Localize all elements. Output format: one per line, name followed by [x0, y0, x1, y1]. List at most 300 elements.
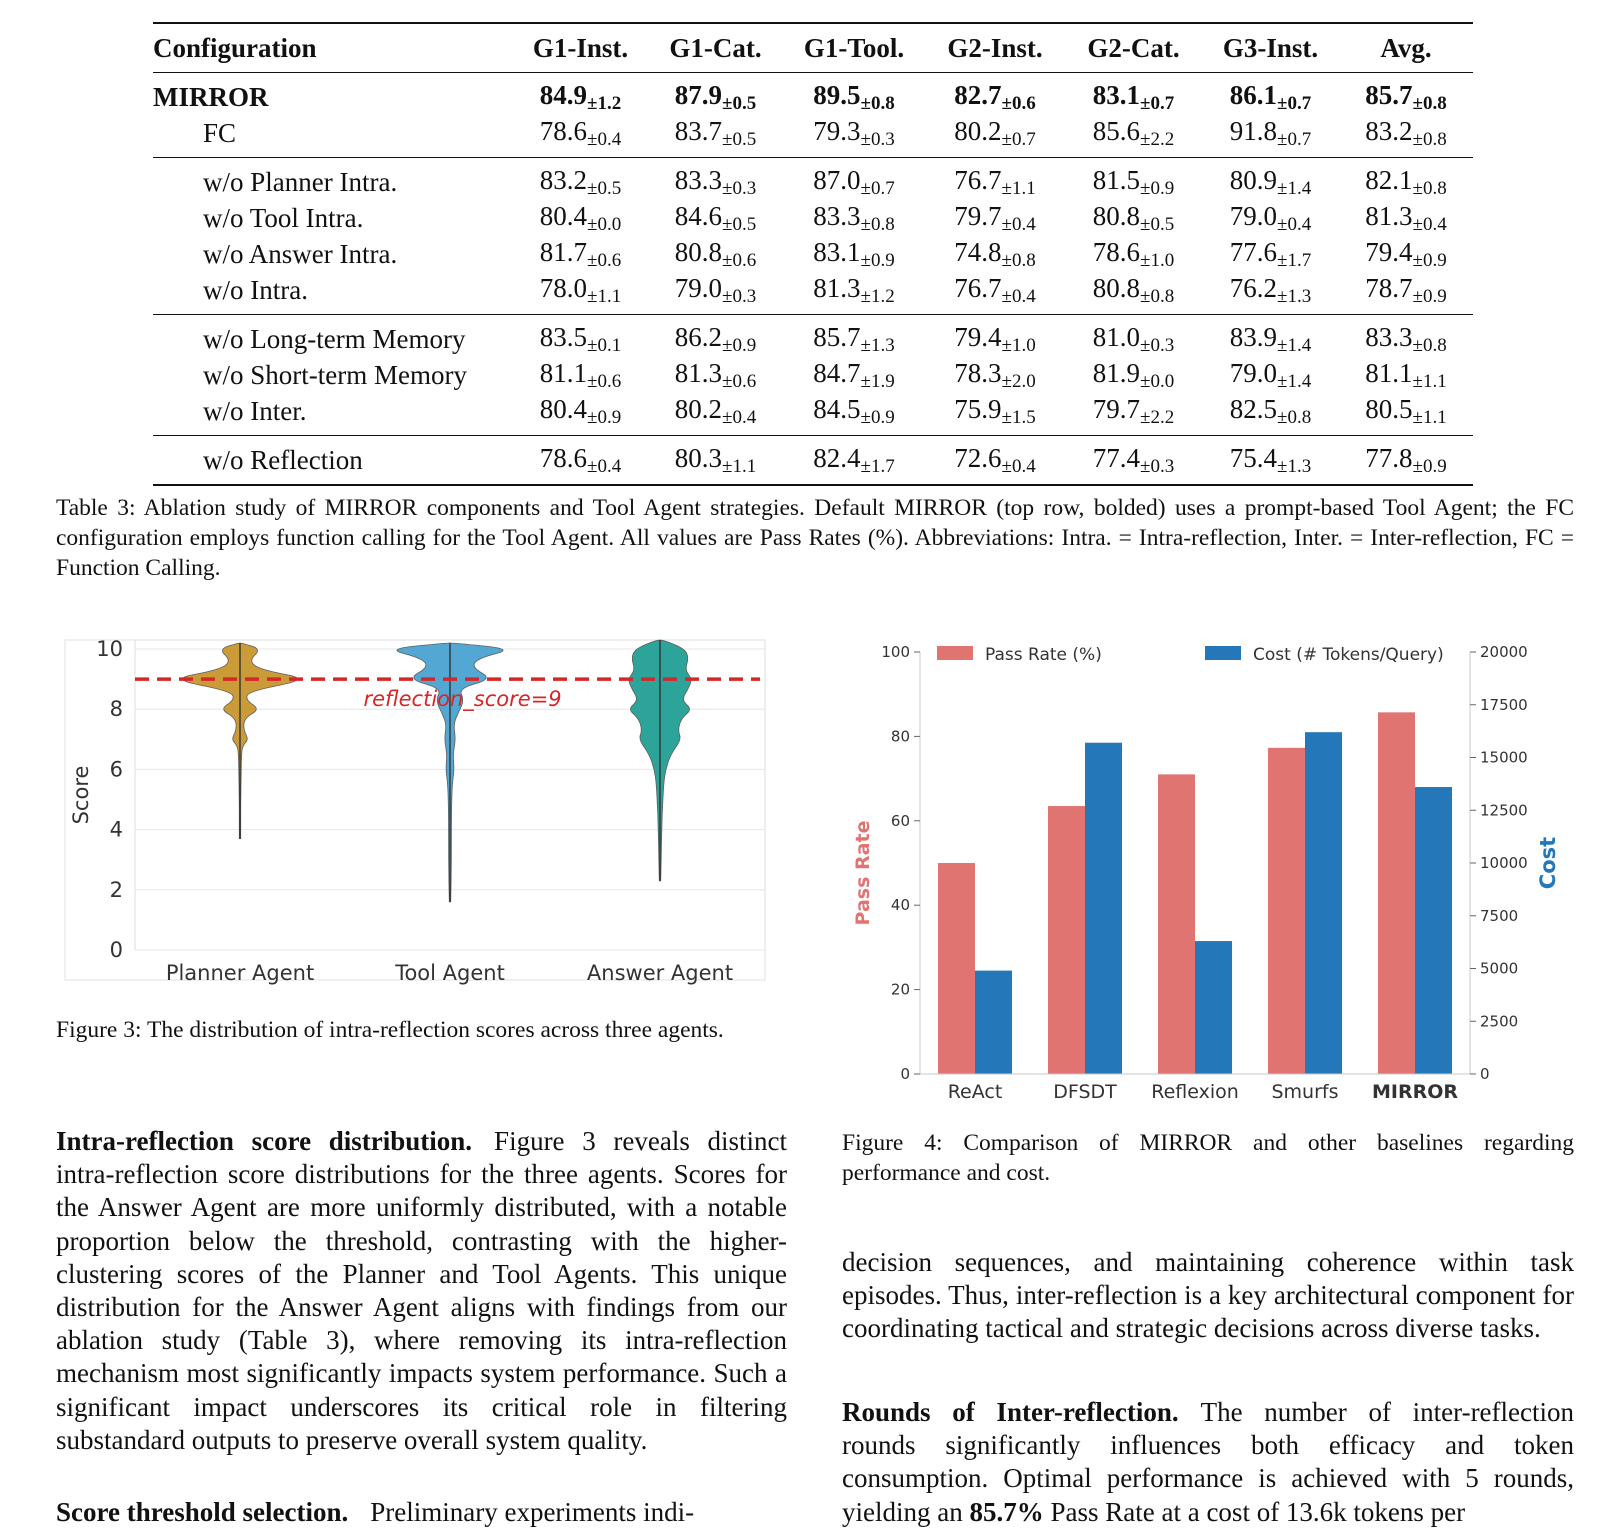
std-dev-value: ±0.5	[722, 93, 757, 114]
std-dev-value: ±0.5	[1140, 214, 1175, 235]
std-dev-value: ±0.4	[587, 129, 622, 150]
table-row	[153, 158, 1473, 201]
legend-label-pass-rate: Pass Rate (%)	[985, 645, 1102, 665]
std-dev-value: ±1.4	[1277, 178, 1312, 199]
pass-rate-cell	[925, 158, 1065, 201]
pass-rate-cell	[925, 315, 1065, 358]
pass-rate-cell	[1202, 436, 1339, 486]
table-row	[153, 315, 1473, 358]
pass-rate-bar	[1158, 774, 1195, 1074]
pass-rate-value: 80.8	[1092, 273, 1141, 303]
configuration-name: w/o Answer Intra.	[203, 238, 398, 269]
pass-rate-value: 83.9	[1229, 322, 1278, 352]
pass-rate-value: 87.9	[674, 80, 723, 110]
pass-rate-cell	[1202, 357, 1339, 393]
pass-rate-cell	[925, 272, 1065, 315]
pass-rate-cell	[1065, 158, 1202, 201]
pass-rate-cell	[1202, 393, 1339, 436]
x-tick-label: ReAct	[947, 1081, 1003, 1103]
pass-rate-cell	[1202, 272, 1339, 315]
paragraph-heading: Score threshold selection.	[56, 1497, 349, 1527]
std-dev-value: ±0.5	[722, 214, 757, 235]
std-dev-value: ±1.2	[860, 286, 895, 307]
pass-rate-cell	[783, 158, 925, 201]
pass-rate-value: 80.3	[674, 443, 723, 473]
std-dev-value: ±0.9	[1140, 178, 1175, 199]
pass-rate-cell	[648, 315, 783, 358]
paragraph-rounds-inter-reflection	[842, 1396, 1574, 1529]
pass-rate-value: 82.1	[1365, 165, 1413, 195]
pass-rate-value: 81.3	[813, 273, 861, 303]
std-dev-value: ±1.4	[1277, 371, 1312, 392]
baseline-comparison-bar-chart	[850, 630, 1570, 1110]
x-tick-label: Reflexion	[1151, 1081, 1239, 1103]
x-tick-label: Planner Agent	[165, 961, 315, 985]
x-tick-label: Smurfs	[1271, 1081, 1339, 1103]
right-tick-label: 20000	[1480, 643, 1528, 661]
y-tick-label: 4	[109, 817, 123, 842]
configuration-name: w/o Reflection	[203, 444, 363, 475]
std-dev-value: ±1.0	[1001, 335, 1036, 356]
configuration-name: w/o Inter.	[203, 395, 307, 426]
std-dev-value: ±0.6	[722, 371, 757, 392]
std-dev-value: ±0.8	[1412, 335, 1447, 356]
std-dev-value: ±1.1	[722, 456, 757, 477]
pass-rate-value: 75.4	[1229, 443, 1278, 473]
std-dev-value: ±0.8	[1277, 407, 1312, 428]
pass-rate-value: 89.5	[813, 80, 861, 110]
pass-rate-value: 85.7	[1365, 80, 1413, 110]
std-dev-value: ±0.4	[1001, 456, 1036, 477]
pass-rate-cell	[648, 393, 783, 436]
std-dev-value: ±0.9	[1412, 286, 1447, 307]
paragraph-body: Pass Rate at a cost of 13.6k tokens per	[1043, 1496, 1466, 1527]
pass-rate-value: 82.7	[954, 80, 1002, 110]
pass-rate-value: 80.2	[674, 394, 723, 424]
paragraph-body: decision sequences, and maintaining coherence within task episodes. Thus, inter-reflection is a key architectural component for coordinating tactical and strategic decisions across diverse tasks.	[842, 1247, 1574, 1344]
std-dev-value: ±1.7	[860, 456, 895, 477]
pass-rate-cell	[1202, 158, 1339, 201]
pass-rate-value: 80.9	[1229, 165, 1278, 195]
pass-rate-cell	[1202, 315, 1339, 358]
std-dev-value: ±0.7	[1277, 93, 1312, 114]
std-dev-value: ±0.8	[1412, 178, 1447, 199]
std-dev-value: ±1.7	[1277, 250, 1312, 271]
paragraph-strong-value: 85.7%	[969, 1496, 1044, 1527]
pass-rate-value: 78.7	[1365, 273, 1413, 303]
std-dev-value: ±0.7	[1277, 129, 1312, 150]
pass-rate-value: 72.6	[954, 443, 1002, 473]
pass-rate-cell	[513, 200, 648, 236]
std-dev-value: ±0.0	[587, 214, 622, 235]
pass-rate-cell	[1339, 115, 1473, 158]
pass-rate-value: 77.6	[1229, 237, 1278, 267]
table-row-group	[153, 73, 1473, 158]
y-tick-label: 8	[109, 697, 123, 722]
pass-rate-value: 85.7	[813, 322, 861, 352]
pass-rate-value: 83.1	[813, 237, 861, 267]
pass-rate-value: 82.4	[813, 443, 861, 473]
std-dev-value: ±1.2	[587, 93, 622, 114]
pass-rate-value: 86.1	[1229, 80, 1278, 110]
pass-rate-cell	[513, 158, 648, 201]
pass-rate-cell	[648, 272, 783, 315]
pass-rate-cell	[783, 357, 925, 393]
table-row	[153, 236, 1473, 272]
pass-rate-value: 78.0	[539, 273, 588, 303]
pass-rate-value: 81.7	[539, 237, 588, 267]
pass-rate-cell	[1065, 236, 1202, 272]
pass-rate-value: 83.2	[1365, 116, 1413, 146]
std-dev-value: ±1.9	[860, 371, 895, 392]
pass-rate-cell	[925, 115, 1065, 158]
pass-rate-value: 83.3	[674, 165, 723, 195]
pass-rate-value: 81.1	[539, 358, 588, 388]
cost-bar	[1415, 787, 1452, 1074]
score-violin-chart	[60, 630, 780, 1000]
column-header: G1-Tool.	[803, 32, 905, 63]
pass-rate-value: 81.3	[1365, 201, 1413, 231]
pass-rate-value: 83.3	[1365, 322, 1413, 352]
std-dev-value: ±0.8	[860, 214, 895, 235]
table-row-group	[153, 158, 1473, 315]
column-header: G2-Cat.	[1087, 32, 1180, 63]
pass-rate-value: 80.4	[539, 394, 588, 424]
left-tick-label: 0	[900, 1065, 910, 1083]
pass-rate-value: 79.0	[674, 273, 723, 303]
pass-rate-value: 78.3	[954, 358, 1002, 388]
pass-rate-value: 78.6	[539, 443, 588, 473]
pass-rate-value: 81.3	[674, 358, 723, 388]
pass-rate-cell	[513, 73, 648, 116]
std-dev-value: ±0.5	[587, 178, 622, 199]
figure3-caption: Figure 3: The distribution of intra-reflection scores across three agents.	[56, 1017, 724, 1043]
pass-rate-value: 80.4	[539, 201, 588, 231]
y-tick-label: 10	[96, 637, 123, 662]
std-dev-value: ±0.4	[1001, 286, 1036, 307]
pass-rate-cell	[1065, 315, 1202, 358]
pass-rate-cell	[1065, 115, 1202, 158]
std-dev-value: ±0.6	[722, 250, 757, 271]
pass-rate-cell	[648, 73, 783, 116]
pass-rate-cell	[513, 315, 648, 358]
pass-rate-cell	[1202, 236, 1339, 272]
left-tick-label: 80	[890, 727, 910, 746]
configuration-name: w/o Long-term Memory	[203, 323, 466, 354]
ablation-table	[153, 22, 1473, 486]
std-dev-value: ±0.4	[1277, 214, 1312, 235]
column-header: G2-Inst.	[947, 32, 1043, 63]
pass-rate-value: 83.5	[539, 322, 588, 352]
pass-rate-value: 74.8	[954, 237, 1002, 267]
paragraph-continued	[842, 1246, 1574, 1346]
pass-rate-value: 76.2	[1229, 273, 1278, 303]
pass-rate-value: 84.6	[674, 201, 723, 231]
table-row-group	[153, 315, 1473, 436]
paragraph-heading: Intra-reflection score distribution.	[56, 1126, 473, 1156]
table-header-row	[153, 23, 1473, 73]
pass-rate-cell	[783, 236, 925, 272]
std-dev-value: ±0.4	[722, 407, 757, 428]
pass-rate-bar	[938, 863, 975, 1074]
pass-rate-value: 75.9	[954, 394, 1002, 424]
std-dev-value: ±0.7	[1001, 129, 1036, 150]
pass-rate-bar	[1268, 748, 1305, 1074]
pass-rate-cell	[1065, 73, 1202, 116]
std-dev-value: ±0.9	[860, 407, 895, 428]
pass-rate-cell	[648, 436, 783, 486]
pass-rate-value: 76.7	[954, 273, 1002, 303]
table-row-group	[153, 436, 1473, 486]
pass-rate-cell	[925, 436, 1065, 486]
configuration-name: w/o Planner Intra.	[203, 166, 398, 197]
std-dev-value: ±0.6	[587, 371, 622, 392]
pass-rate-cell	[783, 73, 925, 116]
cost-bar	[1085, 743, 1122, 1074]
table-row	[153, 357, 1473, 393]
std-dev-value: ±0.9	[587, 407, 622, 428]
pass-rate-value: 83.7	[674, 116, 723, 146]
configuration-name: w/o Intra.	[203, 274, 308, 305]
pass-rate-value: 81.5	[1092, 165, 1141, 195]
figure4-caption: Figure 4: Comparison of MIRROR and other baselines regarding performance and cost.	[842, 1130, 1574, 1186]
paragraph-body: Preliminary experiments indi-	[370, 1497, 695, 1527]
std-dev-value: ±0.3	[1140, 456, 1175, 477]
column-header: G1-Cat.	[669, 32, 762, 63]
std-dev-value: ±1.5	[1001, 407, 1036, 428]
pass-rate-cell	[1339, 357, 1473, 393]
ablation-table-container	[153, 22, 1473, 486]
pass-rate-cell	[783, 115, 925, 158]
paragraph-body: Figure 3 reveals distinct intra-reflection score distributions for the three agents. Scores for the Answer Agent are more uniformly distributed, with a notable proportion below the threshold, contrasting with the higher-clustering scores of the Planner and Tool Agents. This unique distribution for the Answer Agent aligns with findings from our ablation study (Table 3), where removing its intra-reflection mechanism most significantly impacts system performance. Such a significant impact underscores its critical role in filtering substandard outputs to preserve overall system quality.	[56, 1126, 787, 1455]
pass-rate-value: 82.5	[1229, 394, 1278, 424]
y-tick-label: 0	[109, 938, 123, 962]
right-tick-label: 10000	[1480, 854, 1528, 872]
pass-rate-cell	[1339, 315, 1473, 358]
pass-rate-value: 79.3	[813, 116, 861, 146]
pass-rate-cell	[648, 200, 783, 236]
paragraph-score-threshold	[56, 1496, 787, 1529]
table-row	[153, 393, 1473, 436]
paragraph-heading: Rounds of Inter-reflection.	[842, 1397, 1179, 1427]
configuration-name: FC	[203, 117, 237, 148]
pass-rate-value: 84.5	[813, 394, 861, 424]
pass-rate-value: 80.5	[1365, 394, 1413, 424]
x-tick-label: DFSDT	[1053, 1081, 1117, 1103]
std-dev-value: ±1.1	[587, 286, 622, 307]
std-dev-value: ±0.6	[587, 250, 622, 271]
std-dev-value: ±0.8	[1140, 286, 1175, 307]
pass-rate-value: 79.7	[954, 201, 1002, 231]
pass-rate-value: 78.6	[539, 116, 588, 146]
std-dev-value: ±1.1	[1412, 407, 1447, 428]
std-dev-value: ±0.4	[587, 456, 622, 477]
paragraph-body: The number of inter-reflection rounds significantly influences both efficacy and token consumption. Optimal performance is achieved with 5 rounds, yielding an	[842, 1397, 1575, 1527]
pass-rate-value: 79.4	[954, 322, 1002, 352]
std-dev-value: ±0.9	[722, 335, 757, 356]
left-tick-label: 60	[890, 811, 910, 830]
std-dev-value: ±0.3	[722, 286, 757, 307]
pass-rate-value: 79.0	[1229, 201, 1278, 231]
std-dev-value: ±0.3	[860, 129, 895, 150]
pass-rate-cell	[648, 236, 783, 272]
column-header: G1-Inst.	[532, 32, 629, 63]
std-dev-value: ±0.0	[1140, 371, 1175, 392]
std-dev-value: ±1.3	[860, 335, 895, 356]
left-tick-label: 20	[890, 980, 910, 999]
std-dev-value: ±0.8	[1412, 129, 1447, 150]
right-tick-label: 7500	[1480, 906, 1519, 925]
pass-rate-cell	[1202, 73, 1339, 116]
std-dev-value: ±0.7	[1140, 93, 1175, 114]
right-tick-label: 5000	[1480, 959, 1519, 978]
pass-rate-cell	[1065, 436, 1202, 486]
pass-rate-cell	[513, 272, 648, 315]
std-dev-value: ±2.2	[1140, 407, 1175, 428]
threshold-label: reflection_score=9	[363, 687, 562, 712]
pass-rate-value: 78.6	[1092, 237, 1141, 267]
pass-rate-value: 91.8	[1229, 116, 1278, 146]
right-axis-label: Cost	[1536, 836, 1560, 890]
x-tick-label: Tool Agent	[395, 961, 505, 985]
pass-rate-cell	[1065, 200, 1202, 236]
std-dev-value: ±1.0	[1140, 250, 1175, 271]
std-dev-value: ±1.3	[1277, 286, 1312, 307]
pass-rate-cell	[648, 357, 783, 393]
pass-rate-cell	[1339, 272, 1473, 315]
std-dev-value: ±1.3	[1277, 456, 1312, 477]
pass-rate-cell	[1339, 436, 1473, 486]
pass-rate-value: 79.4	[1365, 237, 1413, 267]
x-tick-label: MIRROR	[1371, 1081, 1459, 1103]
y-tick-label: 6	[109, 757, 123, 782]
pass-rate-cell	[1202, 115, 1339, 158]
pass-rate-value: 84.9	[539, 80, 588, 110]
std-dev-value: ±0.8	[1001, 250, 1036, 271]
table-row	[153, 436, 1473, 486]
column-header: G3-Inst.	[1222, 32, 1319, 63]
right-tick-label: 15000	[1480, 748, 1528, 767]
pass-rate-value: 87.0	[813, 165, 861, 195]
pass-rate-cell	[648, 158, 783, 201]
right-tick-label: 2500	[1480, 1012, 1519, 1031]
configuration-name: w/o Tool Intra.	[203, 202, 364, 233]
std-dev-value: ±0.3	[1140, 335, 1175, 356]
pass-rate-cell	[1065, 272, 1202, 315]
pass-rate-cell	[513, 357, 648, 393]
configuration-name: w/o Short-term Memory	[203, 359, 467, 390]
std-dev-value: ±0.8	[860, 93, 895, 114]
std-dev-value: ±0.4	[1001, 214, 1036, 235]
legend-swatch-pass-rate	[937, 646, 973, 660]
pass-rate-value: 80.8	[1092, 201, 1141, 231]
left-tick-label: 40	[890, 896, 910, 915]
configuration-name: MIRROR	[153, 81, 269, 112]
pass-rate-cell	[925, 73, 1065, 116]
std-dev-value: ±0.4	[1412, 214, 1447, 235]
pass-rate-cell	[925, 357, 1065, 393]
pass-rate-value: 80.2	[954, 116, 1002, 146]
pass-rate-cell	[513, 115, 648, 158]
table3-caption: Table 3: Ablation study of MIRROR components and Tool Agent strategies. Default MIRROR (top row, bolded) uses a prompt-based Tool Agent; the FC configuration employs function calling for the Tool Agent. All values are Pass Rates (%). Abbreviations: Intra. = Intra-reflection, Inter. = Inter-reflection, FC = Function Calling.	[56, 495, 1574, 581]
pass-rate-cell	[1065, 357, 1202, 393]
pass-rate-value: 77.4	[1092, 443, 1141, 473]
pass-rate-value: 80.8	[674, 237, 723, 267]
pass-rate-cell	[783, 272, 925, 315]
pass-rate-cell	[1339, 236, 1473, 272]
pass-rate-cell	[1339, 200, 1473, 236]
pass-rate-cell	[783, 315, 925, 358]
pass-rate-value: 81.0	[1092, 322, 1141, 352]
table-row	[153, 200, 1473, 236]
left-axis-label: Pass Rate	[852, 820, 874, 926]
std-dev-value: ±1.1	[1001, 178, 1036, 199]
pass-rate-cell	[783, 436, 925, 486]
y-axis-label: Score	[69, 765, 93, 825]
pass-rate-value: 86.2	[674, 322, 723, 352]
pass-rate-bar	[1378, 712, 1415, 1074]
pass-rate-value: 81.1	[1365, 358, 1413, 388]
table-row	[153, 73, 1473, 116]
pass-rate-cell	[513, 236, 648, 272]
pass-rate-cell	[925, 393, 1065, 436]
std-dev-value: ±2.0	[1001, 371, 1036, 392]
pass-rate-cell	[925, 200, 1065, 236]
legend-label-cost: Cost (# Tokens/Query)	[1253, 645, 1444, 665]
pass-rate-value: 81.9	[1092, 358, 1141, 388]
std-dev-value: ±0.7	[860, 178, 895, 199]
std-dev-value: ±0.1	[587, 335, 622, 356]
pass-rate-value: 83.1	[1092, 80, 1141, 110]
pass-rate-value: 77.8	[1365, 443, 1413, 473]
std-dev-value: ±2.2	[1140, 129, 1175, 150]
std-dev-value: ±0.9	[860, 250, 895, 271]
pass-rate-cell	[783, 200, 925, 236]
pass-rate-value: 85.6	[1092, 116, 1141, 146]
std-dev-value: ±0.3	[722, 178, 757, 199]
pass-rate-cell	[1339, 73, 1473, 116]
pass-rate-value: 76.7	[954, 165, 1002, 195]
table-row	[153, 272, 1473, 315]
pass-rate-bar	[1048, 806, 1085, 1074]
pass-rate-value: 79.0	[1229, 358, 1278, 388]
pass-rate-value: 79.7	[1092, 394, 1141, 424]
std-dev-value: ±0.6	[1001, 93, 1036, 114]
pass-rate-cell	[513, 393, 648, 436]
pass-rate-cell	[513, 436, 648, 486]
pass-rate-cell	[648, 115, 783, 158]
pass-rate-cell	[1202, 200, 1339, 236]
pass-rate-value: 84.7	[813, 358, 861, 388]
pass-rate-value: 83.3	[813, 201, 861, 231]
legend-swatch-cost	[1205, 646, 1241, 660]
table-row	[153, 115, 1473, 158]
cost-bar	[1195, 941, 1232, 1074]
std-dev-value: ±0.8	[1412, 93, 1447, 114]
std-dev-value: ±1.1	[1412, 371, 1447, 392]
pass-rate-cell	[783, 393, 925, 436]
std-dev-value: ±1.4	[1277, 335, 1312, 356]
std-dev-value: ±0.5	[722, 129, 757, 150]
pass-rate-value: 83.2	[539, 165, 588, 195]
paragraph-intra-reflection	[56, 1125, 787, 1457]
left-tick-label: 100	[881, 643, 910, 661]
y-tick-label: 2	[109, 877, 123, 902]
pass-rate-cell	[1065, 393, 1202, 436]
right-tick-label: 12500	[1480, 801, 1528, 820]
pass-rate-cell	[1339, 158, 1473, 201]
pass-rate-cell	[1339, 393, 1473, 436]
